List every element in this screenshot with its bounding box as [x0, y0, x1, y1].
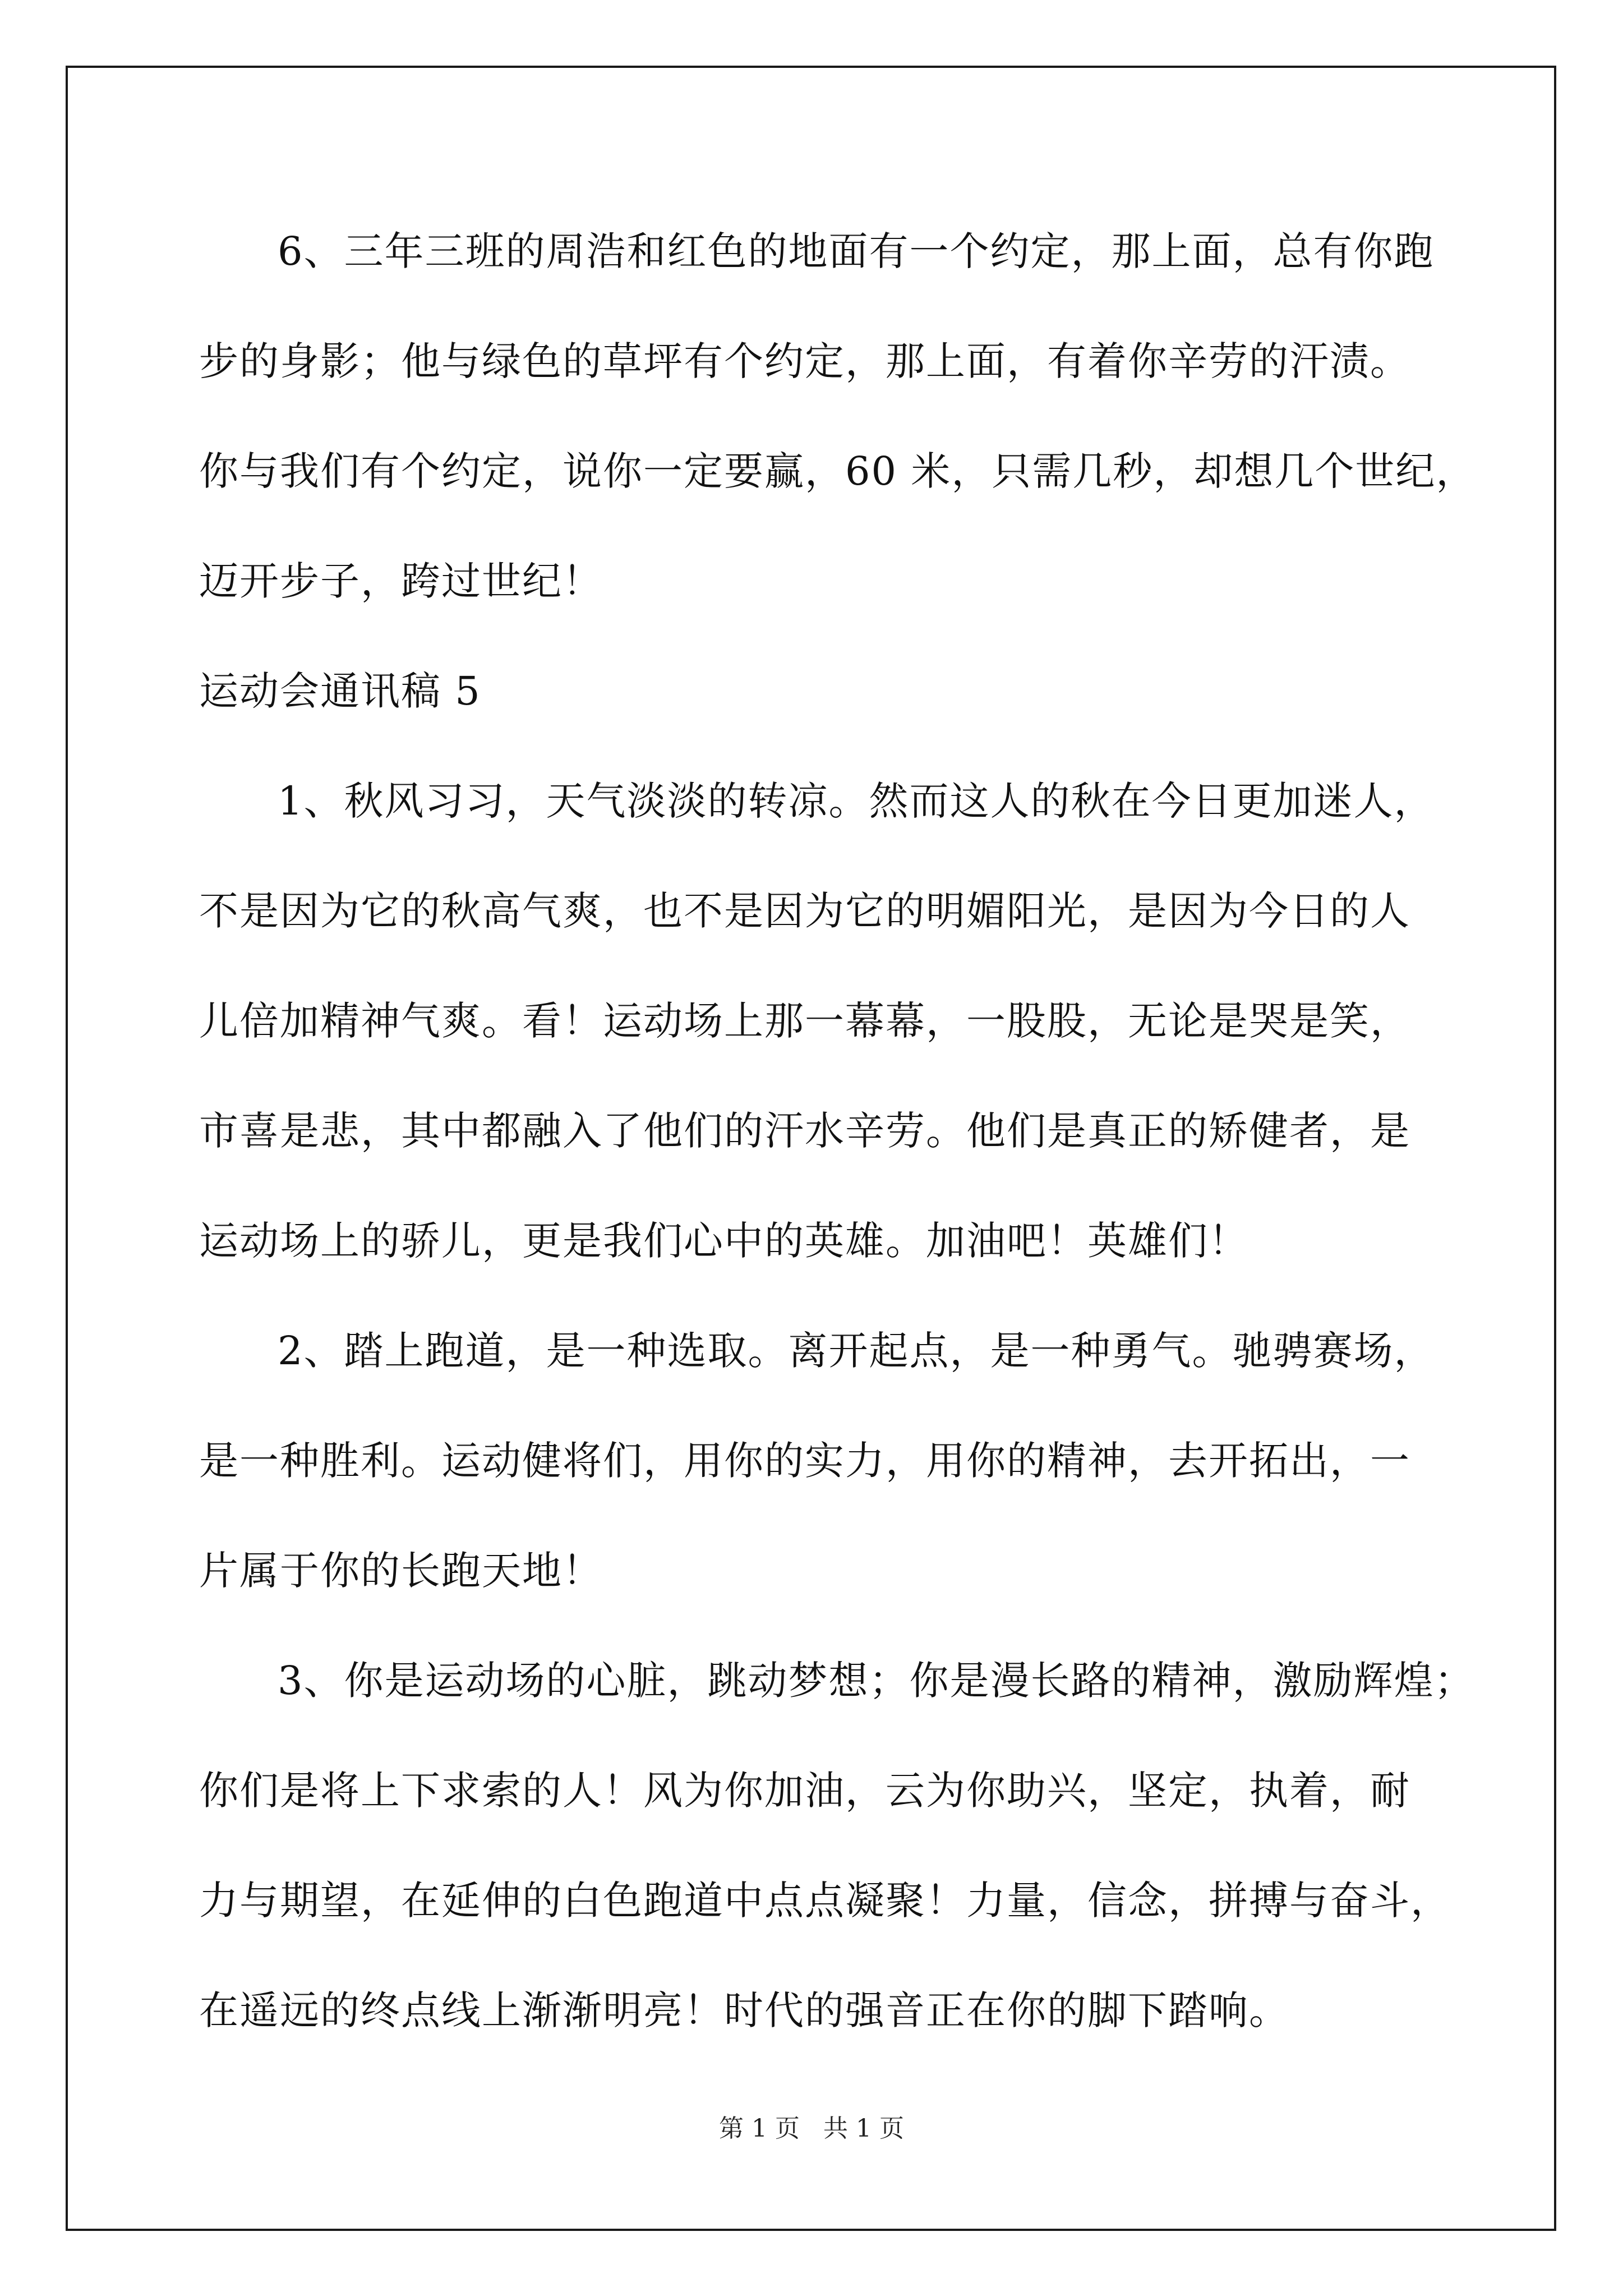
paragraph-2 — [199, 1318, 1500, 1648]
paragraph-1 — [199, 769, 1500, 1318]
text-line: 你们是将上下求索的人！风为你加油，云为你助兴，坚定，执着，耐 — [199, 1768, 1410, 1814]
text-line: 儿倍加精神气爽。看！运动场上那一幕幕，一股股，无论是哭是笑， — [199, 998, 1410, 1044]
paragraph-6 — [199, 219, 1500, 659]
text-line: 3、你是运动场的心脏，跳动梦想；你是漫长路的精神，激励辉煌； — [278, 1658, 1475, 1704]
text-line: 步的身影；他与绿色的草坪有个约定，那上面，有着你辛劳的汗渍。 — [199, 338, 1410, 384]
text-line: 市喜是悲，其中都融入了他们的汗水辛劳。他们是真正的矫健者，是 — [199, 1108, 1410, 1154]
heading-text: 运动会通讯稿 5 — [199, 668, 481, 714]
text-line: 力与期望，在延伸的白色跑道中点点凝聚！力量，信念，拼搏与奋斗， — [199, 1878, 1451, 1924]
text-line: 运动场上的骄儿，更是我们心中的英雄。加油吧！英雄们！ — [199, 1218, 1249, 1264]
text-line: 不是因为它的秋高气爽，也不是因为它的明媚阳光，是因为今日的人 — [199, 888, 1410, 934]
text-line: 是一种胜利。运动健将们，用你的实力，用你的精神，去开拓出，一 — [199, 1438, 1410, 1484]
document-body — [199, 219, 1500, 2088]
text-line: 2、踏上跑道，是一种选取。离开起点，是一种勇气。驰骋赛场， — [278, 1328, 1435, 1374]
text-line: 1、秋风习习，天气淡淡的转凉。然而这人的秋在今日更加迷人， — [278, 778, 1435, 824]
text-line: 你与我们有个约定，说你一定要赢，60 米，只需几秒，却想几个世纪， — [199, 448, 1477, 494]
text-line: 6、三年三班的周浩和红色的地面有一个约定，那上面，总有你跑 — [278, 228, 1435, 274]
section-heading — [199, 659, 1500, 769]
text-line: 在遥远的终点线上渐渐明亮！时代的强音正在你的脚下踏响。 — [199, 1987, 1289, 2033]
text-line: 片属于你的长跑天地！ — [199, 1548, 603, 1594]
page-number-footer: 第 1 页 共 1 页 — [719, 2114, 904, 2143]
paragraph-3 — [199, 1648, 1500, 2088]
text-line: 迈开步子，跨过世纪！ — [199, 558, 603, 604]
